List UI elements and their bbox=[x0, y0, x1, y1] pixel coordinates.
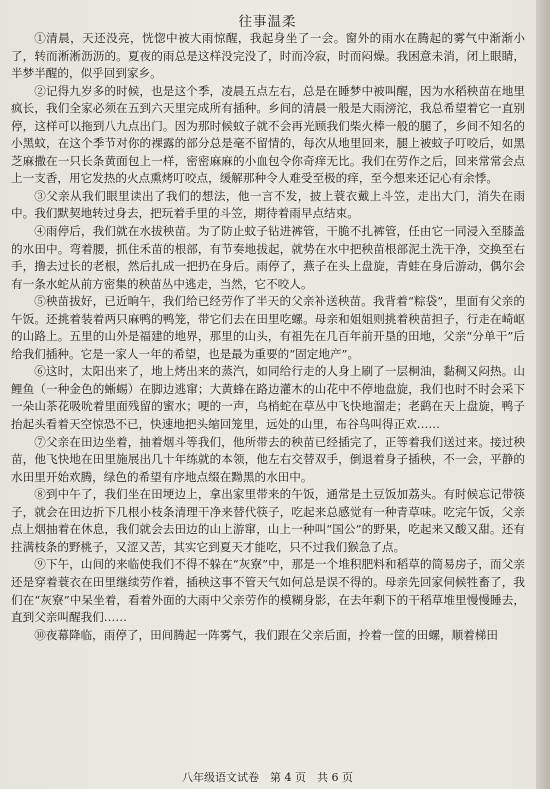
paragraph-8: ⑧到中午了，我们坐在田埂边上，拿出家里带来的午饭，通常是土豆饭加荔头。有时候忘记带筷子，就会在田边折下几根小枝条清理干净来替代筷子，吃起来总感觉有一种青草味。吃完午饭，父亲点上烟抽着在休息，我们就会去田边的山上游窜，山上一种叫“国公”的野果，吃起来又酸又甜。还有拄满枝条的野桃子，又涩又苦，其实它到夏天才能吃，只不过我们猴急了点。 bbox=[11, 487, 525, 554]
page-footer: 八年级语文试卷 第 4 页 共 6 页 bbox=[182, 771, 353, 784]
paragraph-3: ③父亲从我们眼里读出了我们的想法，他一言不发，披上蓑衣戴上斗笠，走出大门，消失在雨中。我们默契地转过身去，把玩着手里的斗笠，期待着雨早点结束。 bbox=[11, 188, 525, 221]
article-body bbox=[11, 30, 525, 644]
paragraph-4: ④雨停后，我们就在水拔秧苗。为了防止蚊子钻进裤管，干脆不扎裤管，任由它一同浸入至膝盖的水田中。弯着腰，抓住禾苗的根部，有节奏地拔起，就势在水中把秧苗根部泥土洗干净，交换至右手，撸去过长的老根，然后扎成一把扔在身后。雨停了，燕子在头上盘旋，青蛙在身后游动，偶尔会有一条水蛇从前方密集的秧苗丛中逃走，当然，它不咬人。 bbox=[11, 224, 525, 291]
paragraph-9: ⑨下午，山间的来临使我们不得不躲在“灰寮”中，那是一个堆积肥料和稻草的简易房子，而父亲还是穿着蓑衣在田里继续劳作着，插秧这事不管天气如何总是误不得的。母亲先回家伺候牲畜了，我们在“灰寮”中呆坐着，看着外面的大雨中父亲劳作的模糊身影，在去年剩下的干稻草堆里慢慢睡去，直到父亲叫醒我们…… bbox=[11, 557, 525, 625]
paragraph-6: ⑥这时，太阳出来了，地上烤出来的蒸汽，如同给行走的人身上刷了一层桐油，黏稠又闷热。山鲤鱼（一种金色的蜥蜴）在脚边逃窜；大黄蜂在路边灌木的山花中不停地盘旋，我们也时不时会采下一朵山茶花吸吮着里面残留的蜜水；哽的一声，乌梢蛇在草丛中飞快地溜走；老鹞在天上盘旋，鸭子抬起头看着天空惊恐不已，快速地把头缩回笼里，远处的山里，布谷鸟叫得正欢…… bbox=[11, 364, 525, 432]
article-title: 往事温柔 bbox=[238, 14, 297, 30]
paragraph-1: ①清晨，天还没亮，恍惚中被大雨惊醒，我起身坐了一会。窗外的雨水在腾起的雾气中渐渐小了，转而淅淅沥沥的。夏夜的雨总是这样没完没了，时而冷寂，时而闷燥。我困意未消，闭上眼睛，半梦半醒的，似乎回到家乡。 bbox=[11, 31, 525, 81]
paragraph-5: ⑤秧苗拔好，已近晌午，我们给已经劳作了半天的父亲补送秧苗。我背着“粽袋”，里面有父亲的午饭。还挑着装着两只麻鸭的鸭笼，带它们去在田里吃螺。母亲和姐姐则挑着秧苗担子，行走在崎岖的山路上。五里的山外是福建的地界，那里的山头，有祖先在几百年前开垦的田地，父亲“分单干”后给我们插种。它是一家人一年的希望，也是最为重要的“固定地产”。 bbox=[11, 294, 525, 361]
paragraph-10: ⑩夜幕降临，雨停了，田间腾起一阵雾气，我们跟在父亲后面，拎着一筐的田螺，顺着梯田 bbox=[34, 627, 498, 642]
page-edge-shadow bbox=[536, 0, 550, 789]
paragraph-7: ⑦父亲在田边坐着，抽着烟斗等我们，他所带去的秧苗已经插完了，正等着我们送过来。接过秧苗，他飞快地在田里施展出几十年练就的本领，他左右交替双手，倒退着身子插秧，不一会，平静的水田里开始欢腾，绿色的希望有序地点缀在黝黑的水田中。 bbox=[11, 434, 525, 484]
paragraph-2: ②记得九岁多的时候，也是这个季，凌晨五点左右，总是在睡梦中被叫醒，因为水稻秧苗在地里疯长，我们全家必须在五到六天里完成所有插种。乡间的清晨一般是大雨滂沱，我总希望着它一直别停，这样可以拖到八九点出门。因为那时候蚊子就不会再光顾我们柴火棒一般的腿了，乡间不知名的小黑蚊，在这个季节对你的裸露的部分总是毫不留情的，每次从地里回来，腿上被蚊子叮咬后，如黑芝麻撒在一只长条黄面包上一样，密密麻麻的小血包令你奇痒无比。我们在劳作之后，回来常常会点上一支香，用它发热的火点熏烤叮咬点，缓解那种令人难受至极的痒，至今想来还记心有余悸。 bbox=[11, 83, 525, 186]
